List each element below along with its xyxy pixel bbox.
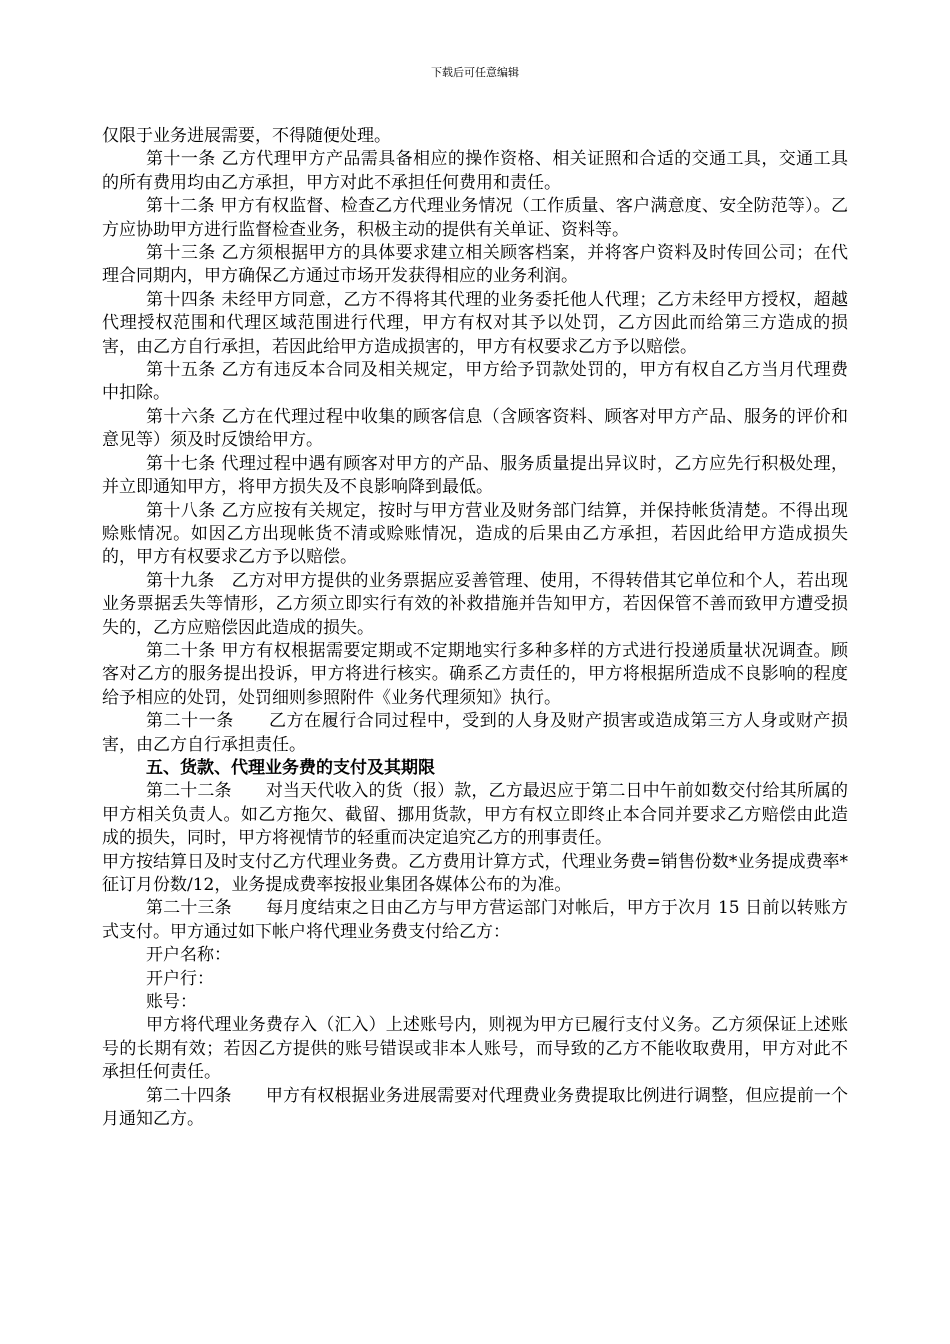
article-17: 第十七条 代理过程中遇有顾客对甲方的产品、服务质量提出异议时，乙方应先行积极处理，并立即通知甲方，将甲方损失及不良影响降到最低。 (102, 453, 848, 498)
section-heading-payment: 五、货款、代理业务费的支付及其期限 (146, 757, 435, 778)
fee-calculation: 甲方按结算日及时支付乙方代理业务费。乙方费用计算方式，代理业务费=销售份数*业务提成费率*征订月份数/12，业务提成费率按报业集团各媒体公布的为准。 (102, 851, 848, 895)
article-21: 第二十一条 乙方在履行合同过程中，受到的人身及财产损害或造成第三方人身或财产损害，由乙方自行承担责任。 (102, 711, 848, 755)
account-number-field: 账号： (146, 992, 197, 1013)
payment-obligation: 甲方将代理业务费存入（汇入）上述账号内，则视为甲方已履行支付义务。乙方须保证上述账号的长期有效；若因乙方提供的账号错误或非本人账号，而导致的乙方不能收取费用，甲方对此不承担任何责任。 (102, 1015, 848, 1083)
article-24: 第二十四条 甲方有权根据业务进展需要对代理费业务费提取比例进行调整，但应提前一个月通知乙方。 (102, 1085, 848, 1130)
article-15: 第十五条 乙方有违反本合同及相关规定，甲方给予罚款处罚的，甲方有权自乙方当月代理费中扣除。 (102, 360, 848, 404)
article-14: 第十四条 未经甲方同意，乙方不得将其代理的业务委托他人代理；乙方未经甲方授权，超越代理授权范围和代理区域范围进行代理，甲方有权对其予以处罚，乙方因此而给第三方造成的损害，由乙方自行承担，若因此给甲方造成损害的，甲方有权要求乙方予以赔偿。 (102, 289, 848, 357)
article-11: 第十一条 乙方代理甲方产品需具备相应的操作资格、相关证照和合适的交通工具，交通工具的所有费用均由乙方承担，甲方对此不承担任何费用和责任。 (102, 149, 848, 193)
article-22: 第二十二条 对当天代收入的货（报）款，乙方最迟应于第二日中午前如数交付给其所属的甲方相关负责人。如乙方拖欠、截留、挪用货款，甲方有权立即终止本合同并要求乙方赔偿由此造成的损失，同时，甲方将视情节的轻重而决定追究乙方的刑事责任。 (102, 781, 848, 849)
article-13: 第十三条 乙方须根据甲方的具体要求建立相关顾客档案，并将客户资料及时传回公司；在代理合同期内，甲方确保乙方通过市场开发获得相应的业务利润。 (102, 243, 848, 287)
article-20: 第二十条 甲方有权根据需要定期或不定期地实行多种多样的方式进行投递质量状况调查。顾客对乙方的服务提出投诉，甲方将进行核实。确系乙方责任的，甲方将根据所造成不良影响的程度给予相应的处罚，处罚细则参照附件《业务代理须知》执行。 (102, 640, 848, 708)
article-12: 第十二条 甲方有权监督、检查乙方代理业务情况（工作质量、客户满意度、安全防范等）。乙方应协助甲方进行监督检查业务，积极主动的提供有关单证、资料等。 (102, 196, 848, 240)
account-name-field: 开户名称： (146, 945, 231, 966)
paragraph-continuation: 仅限于业务进展需要，不得随便处理。 (102, 126, 391, 146)
article-16: 第十六条 乙方在代理过程中收集的顾客信息（含顾客资料、顾客对甲方产品、服务的评价和意见等）须及时反馈给甲方。 (102, 406, 848, 451)
page-header: 下载后可任意编辑 (431, 66, 519, 79)
article-23: 第二十三条 每月度结束之日由乙方与甲方营运部门对帐后，甲方于次月 15 日前以转账方式支付。甲方通过如下帐户将代理业务费支付给乙方： (102, 898, 848, 942)
article-19: 第十九条 乙方对甲方提供的业务票据应妥善管理、使用，不得转借其它单位和个人，若出现业务票据丢失等情形，乙方须立即实行有效的补救措施并告知甲方，若因保管不善而致甲方遭受损失的，乙方应赔偿因此造成的损失。 (102, 570, 848, 638)
article-18: 第十八条 乙方应按有关规定，按时与甲方营业及财务部门结算，并保持帐货清楚。不得出现赊账情况。如因乙方出现帐货不清或赊账情况，造成的后果由乙方承担，若因此给甲方造成损失的，甲方有权要求乙方予以赔偿。 (102, 500, 848, 568)
document-body (102, 125, 848, 1131)
bank-field: 开户行： (146, 968, 214, 989)
